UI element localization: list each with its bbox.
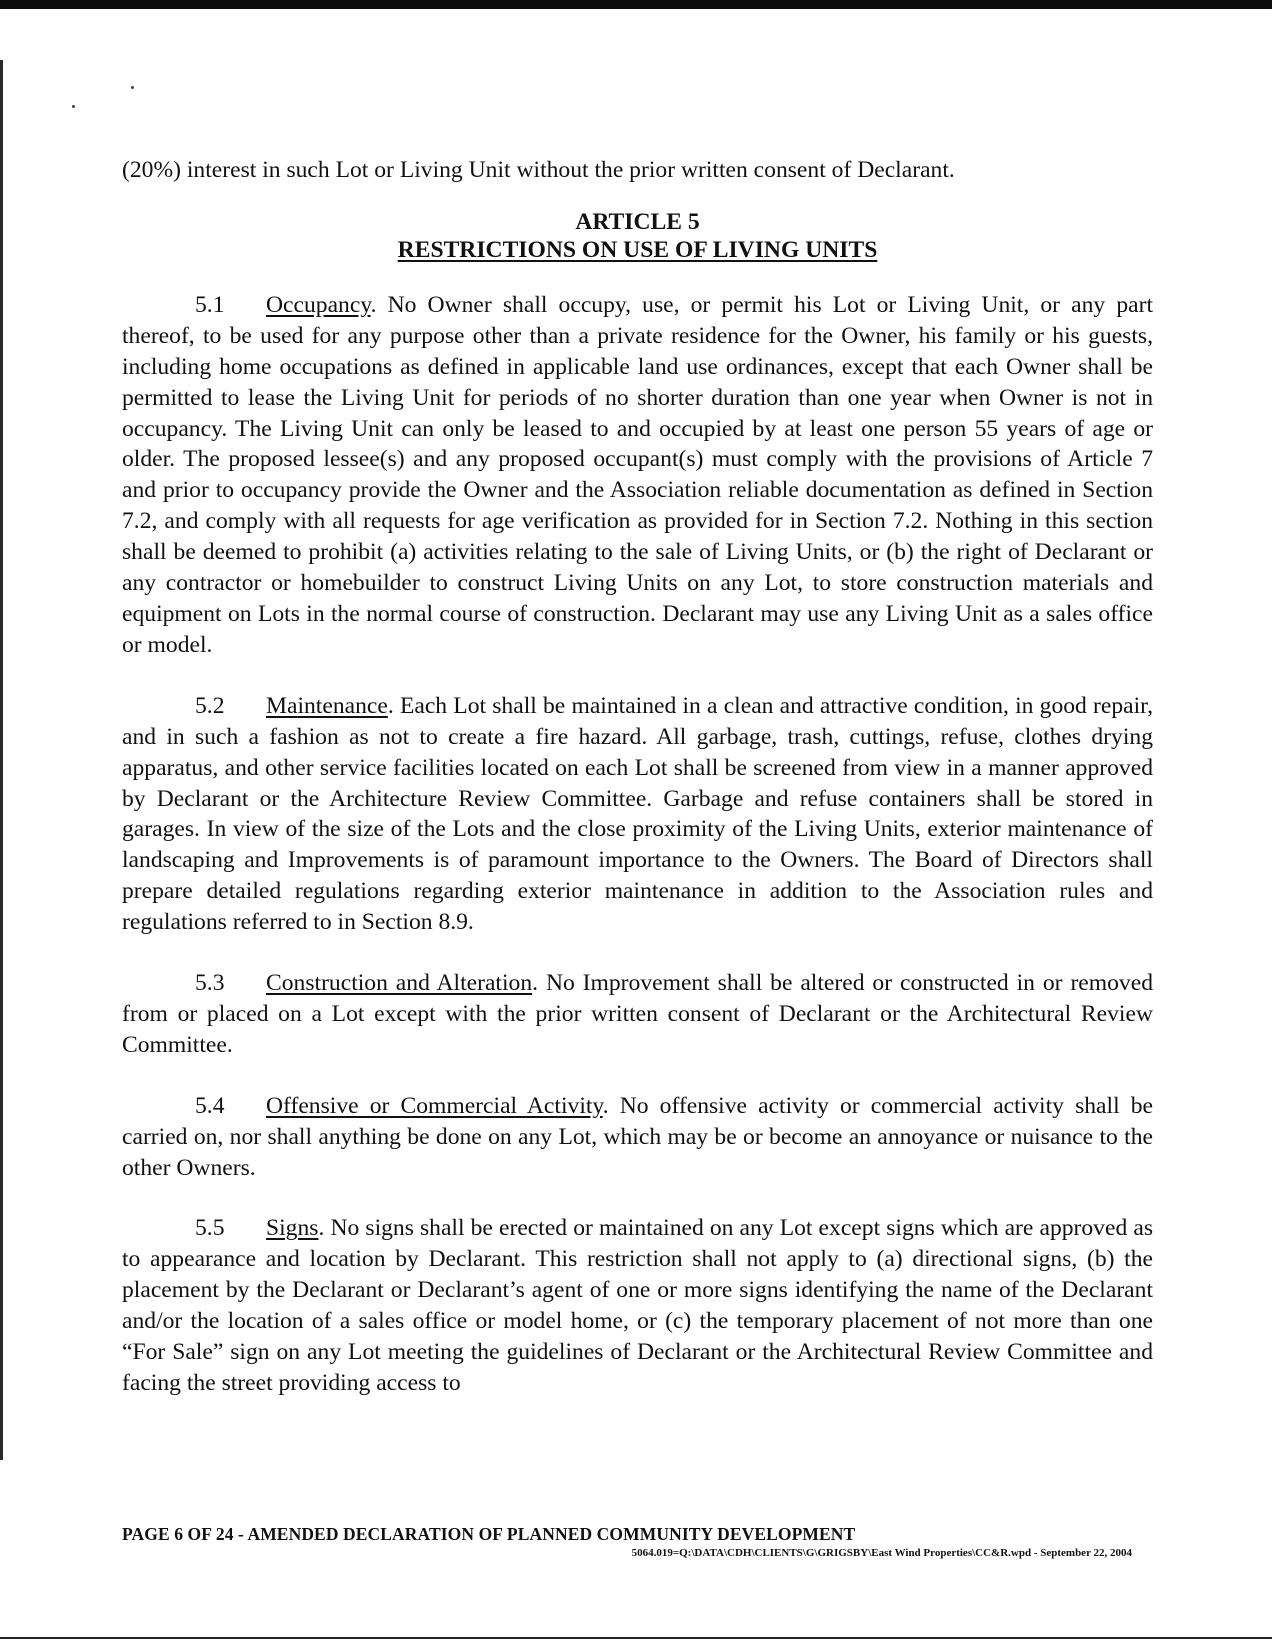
section-number: 5.3	[195, 970, 225, 997]
section-number: 5.1	[195, 291, 225, 318]
section-number: 5.5	[195, 1215, 225, 1242]
section-5-5: 5.5 Signs. No signs shall be erected or maintained on any Lot except signs which are approved as to appearance and location by Declarant. This restriction shall not apply to (a) directional signs, (b) the placement by the Declarant or Declarant’s agent of one or more signs identifying the name of the Declarant and/or the location of a sales office or model home, or (c) the temporary placement of not more than one “For Sale” sign on any Lot meeting the guidelines of Declarant or the Architectural Review Committee and facing the street providing access to	[122, 1215, 1153, 1396]
section-5-4: 5.4 Offensive or Commercial Activity. No offensive activity or commercial activity shall be carried on, nor shall anything be done on any Lot, which may be or become an annoyance or nuisance to the other Owners.	[122, 1092, 1154, 1181]
article-heading	[122, 208, 1153, 264]
article-title: RESTRICTIONS ON USE OF LIVING UNITS	[397, 236, 878, 263]
section-number: 5.2	[195, 692, 225, 719]
article-number: ARTICLE 5	[575, 208, 700, 235]
document-body	[122, 155, 1153, 1429]
footer-title: PAGE 6 OF 24 - AMENDED DECLARATION OF PLANNED COMMUNITY DEVELOPMENT	[122, 1524, 856, 1544]
section-5-1: 5.1 Occupancy. No Owner shall occupy, use, or permit his Lot or Living Unit, or any part thereof, to be used for any purpose other than a private residence for the Owner, his family or his guests, including home occupations as defined in applicable land use ordinances, except that each Owner shall be permitted to lease the Living Unit for periods of no shorter duration than one year when Owner is not in occupancy. The Living Unit can only be leased to and occupied by at least one person 55 years of age or older. The proposed lessee(s) and any proposed occupant(s) must comply with the provisions of Article 7 and prior to occupancy provide the Owner and the Association reliable documentation as defined in Section 7.2, and comply with all requests for age verification as provided for in Section 7.2. Nothing in this section shall be deemed to prohibit (a) activities relating to the sale of Living Units, or (b) the right of Declarant or any contractor or homebuilder to construct Living Units on any Lot, to store construction materials and equipment on Lots in the normal course of construction. Declarant may use any Living Unit as a sales office or model.	[122, 291, 1154, 658]
section-title: Signs	[266, 1215, 319, 1242]
section-text: No Owner shall occupy, use, or permit his Lot or Living Unit, or any part thereof, to be used for any purpose other than a private residence for the Owner, his family or his guests, including home occupations as defined in applicable land use ordinances, except that each Owner shall be permitted to lease the Living Unit for periods of no shorter duration than one year when Owner is not in occupancy. The Living Unit can only be leased to and occupied by at least one person 55 years of age or older. The proposed lessee(s) and any proposed occupant(s) must comply with the provisions of Article 7 and prior to occupancy provide the Owner and the Association reliable documentation as defined in Section 7.2, and comply with all requests for age verification as provided for in Section 7.2. Nothing in this section shall be deemed to prohibit (a) activities relating to the sale of Living Units, or (b) the right of Declarant or any contractor or homebuilder to construct Living Units on any Lot, to store construction materials and equipment on Lots in the normal course of construction. Declarant may use any Living Unit as a sales office or model.	[122, 291, 1154, 658]
section-text: Each Lot shall be maintained in a clean and attractive condition, in good repair, and in such a fashion as not to create a fire hazard. All garbage, trash, cuttings, refuse, clothes drying apparatus, and other service facilities located on each Lot shall be screened from view in a manner approved by Declarant or the Architecture Review Committee. Garbage and refuse containers shall be stored in garages. In view of the size of the Lots and the close proximity of the Living Units, exterior maintenance of landscaping and Improvements is of paramount importance to the Owners. The Board of Directors shall prepare detailed regulations regarding exterior maintenance in addition to the Association rules and regulations referred to in Section 8.9.	[122, 692, 1153, 936]
section-title: Construction and Alteration	[266, 970, 533, 997]
section-title: Maintenance	[266, 692, 388, 719]
scan-top-edge	[0, 0, 1272, 9]
section-title: Occupancy	[266, 291, 371, 318]
scan-left-edge	[0, 60, 3, 1460]
section-5-3: 5.3 Construction and Alteration. No Improvement shall be altered or constructed in or removed from or placed on a Lot except with the prior written consent of Declarant or the Architectural Review Committee.	[122, 970, 1153, 1058]
section-title: Offensive or Commercial Activity	[266, 1092, 603, 1119]
section-text: No signs shall be erected or maintained on any Lot except signs which are approved as to appearance and location by Declarant. This restriction shall not apply to (a) directional signs, (b) the placement by the Declarant or Declarant’s agent of one or more signs identifying the name of the Declarant and/or the location of a sales office or model home, or (c) the temporary placement of not more than one “For Sale” sign on any Lot meeting the guidelines of Declarant or the Architectural Review Committee and facing the street providing access to	[122, 1215, 1153, 1396]
section-text: No offensive activity or commercial activity shall be carried on, nor shall anything be done on any Lot, which may be or become an annoyance or nuisance to the other Owners.	[122, 1092, 1154, 1181]
scan-speck	[131, 86, 134, 89]
section-5-2: 5.2 Maintenance. Each Lot shall be maintained in a clean and attractive condition, in good repair, and in such a fashion as not to create a fire hazard. All garbage, trash, cuttings, refuse, clothes drying apparatus, and other service facilities located on each Lot shall be screened from view in a manner approved by Declarant or the Architecture Review Committee. Garbage and refuse containers shall be stored in garages. In view of the size of the Lots and the close proximity of the Living Units, exterior maintenance of landscaping and Improvements is of paramount importance to the Owners. The Board of Directors shall prepare detailed regulations regarding exterior maintenance in addition to the Association rules and regulations referred to in Section 8.9.	[122, 692, 1153, 936]
scan-bottom-edge	[0, 1637, 1272, 1639]
footer-file-path: 5064.019=Q:\DATA\CDH\CLIENTS\G\GRIGSBY\East Wind Properties\CC&R.wpd - September 22, 2004	[631, 1547, 1132, 1559]
section-text: No Improvement shall be altered or constructed in or removed from or placed on a Lot except with the prior written consent of Declarant or the Architectural Review Committee.	[122, 970, 1153, 1058]
section-number: 5.4	[195, 1092, 225, 1119]
scan-speck	[72, 105, 75, 108]
page-footer	[122, 1523, 1132, 1560]
continued-paragraph: (20%) interest in such Lot or Living Unit without the prior written consent of Declarant.	[122, 157, 955, 183]
